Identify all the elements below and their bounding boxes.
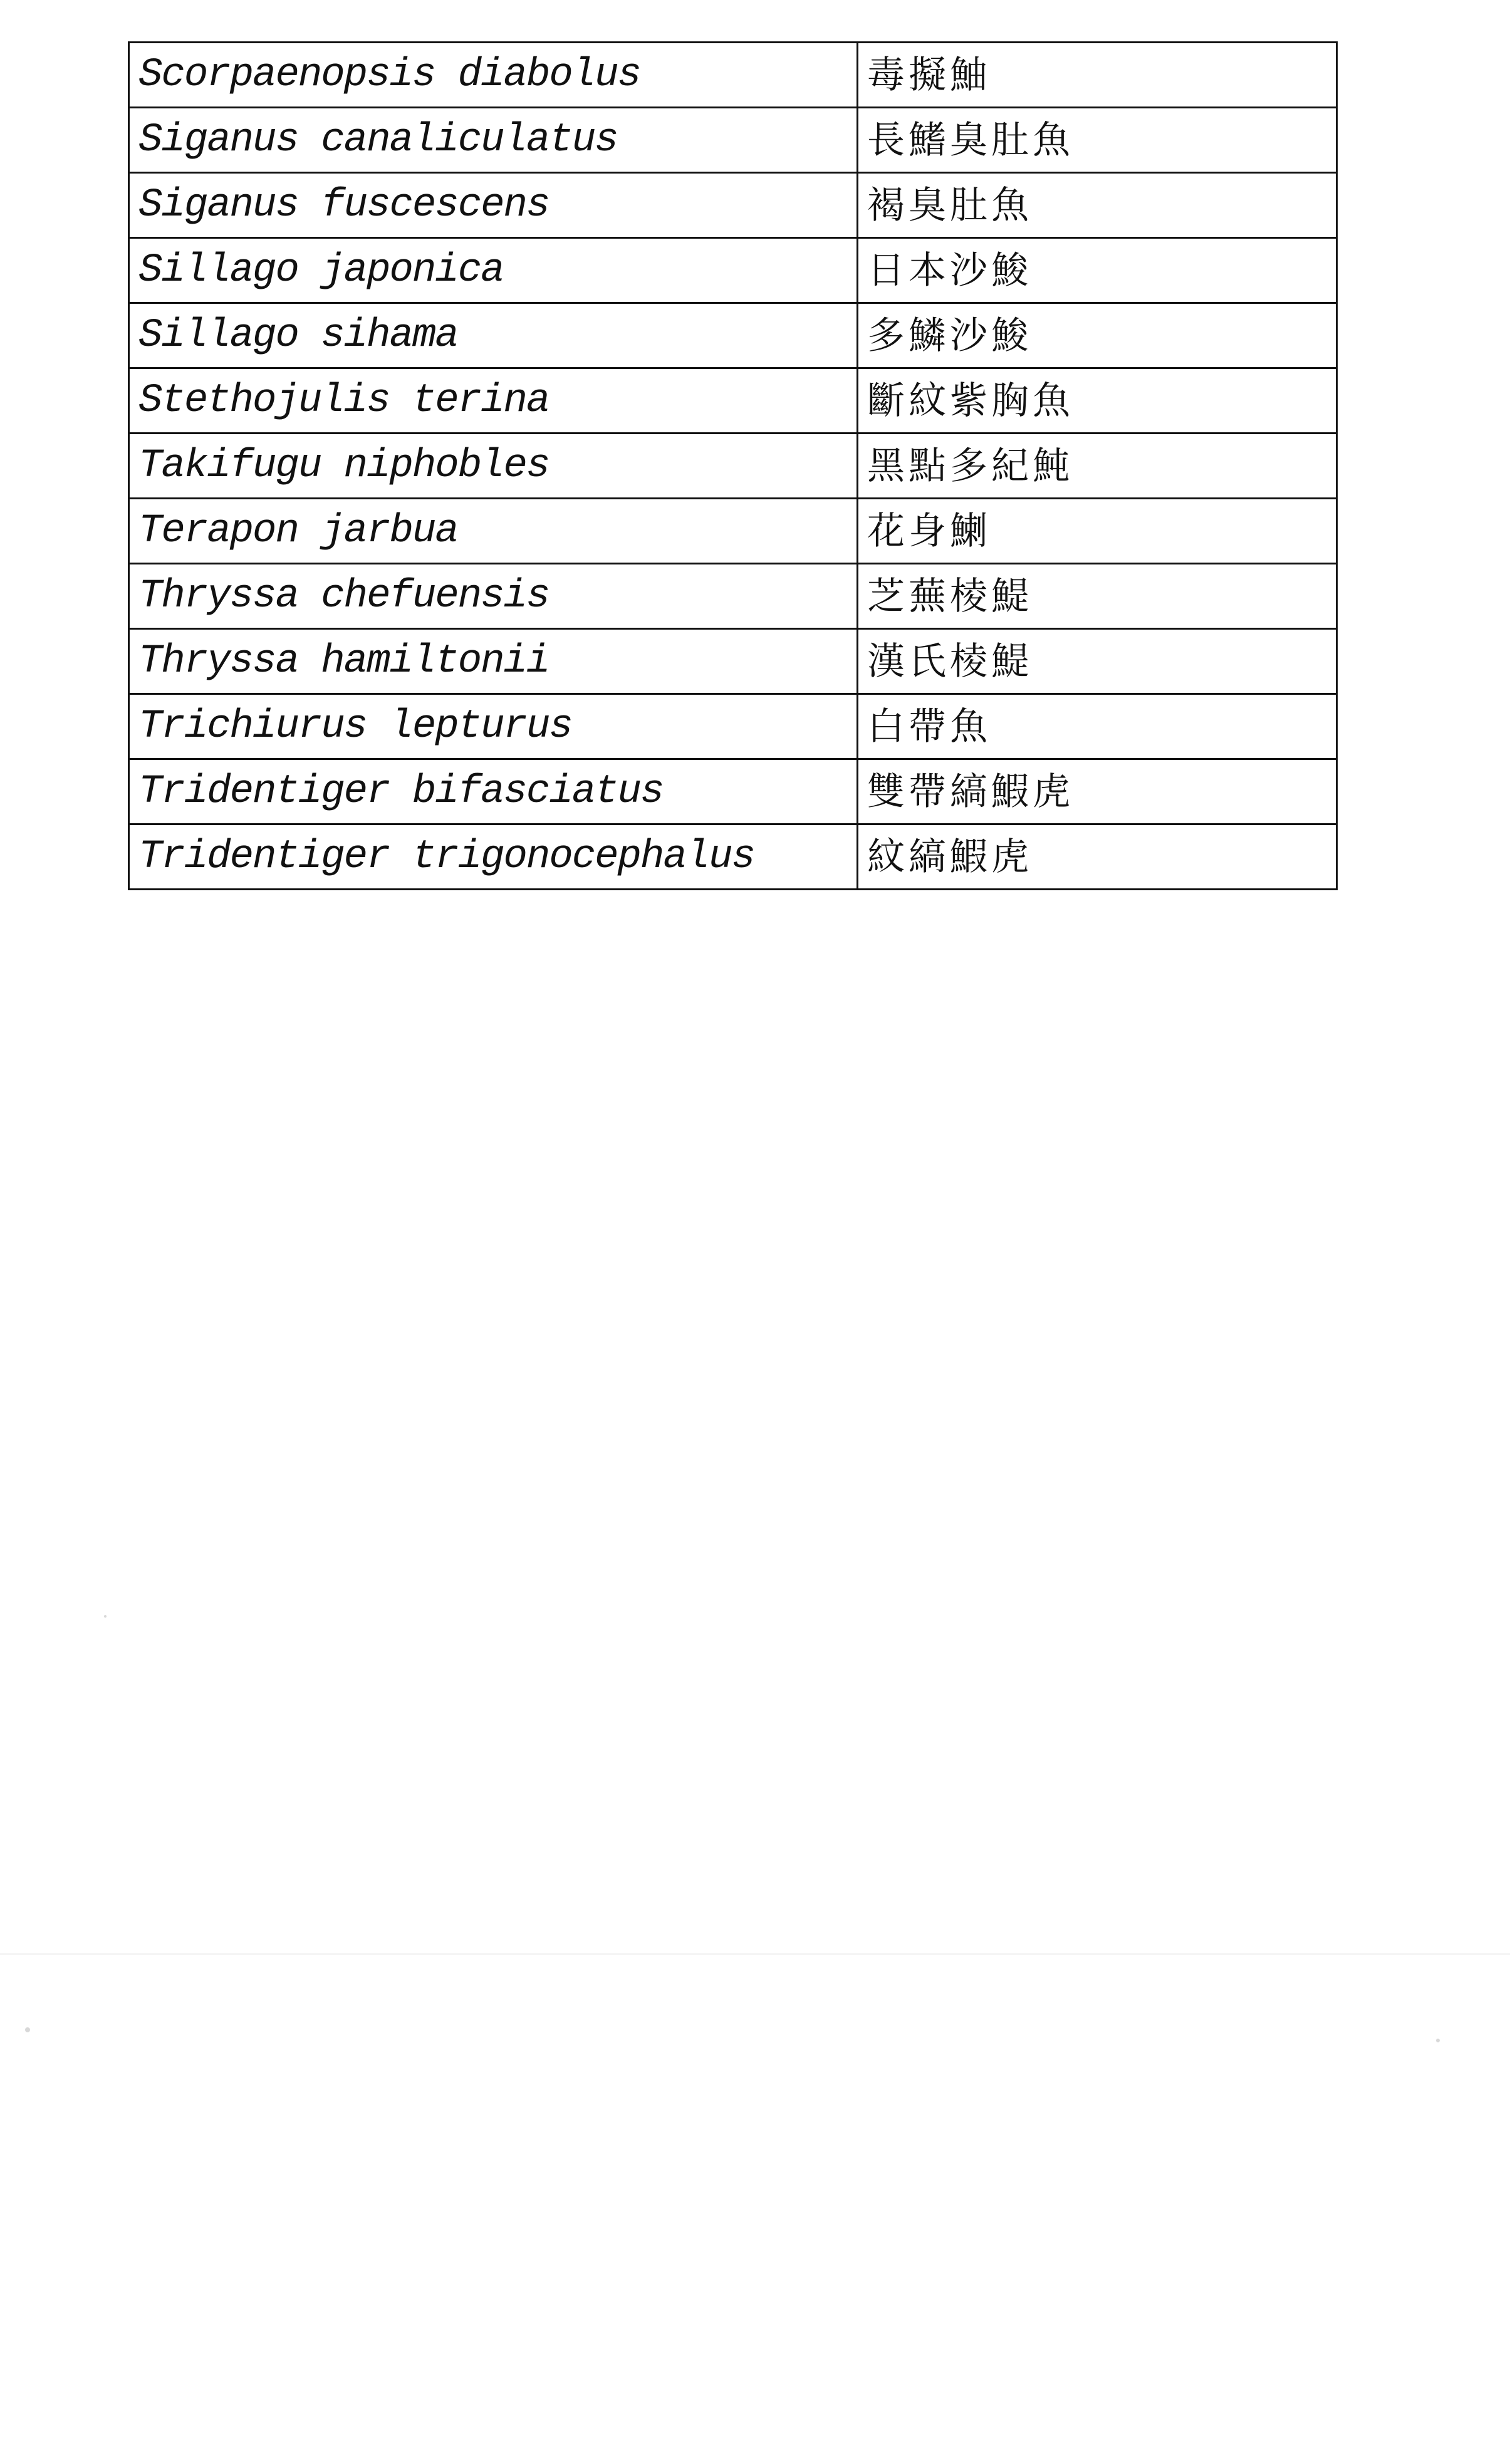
- chinese-name-cell: 毒擬鮋: [858, 43, 1337, 108]
- species-table: [128, 41, 1338, 890]
- table-row: [129, 824, 1337, 890]
- chinese-name-cell: 黑點多紀魨: [858, 434, 1337, 499]
- table-row: [129, 629, 1337, 694]
- chinese-name-cell: 白帶魚: [858, 694, 1337, 759]
- scan-artifact-dot: [104, 1615, 107, 1618]
- table-row: [129, 434, 1337, 499]
- scientific-name-cell: Tridentiger bifasciatus: [129, 759, 858, 824]
- chinese-name-cell: 日本沙鮻: [858, 238, 1337, 303]
- scientific-name-cell: Thryssa hamiltonii: [129, 629, 858, 694]
- table-row: [129, 499, 1337, 564]
- scientific-name-cell: Terapon jarbua: [129, 499, 858, 564]
- scientific-name-cell: Stethojulis terina: [129, 368, 858, 434]
- table-row: [129, 694, 1337, 759]
- table-row: [129, 303, 1337, 368]
- table-row: [129, 108, 1337, 173]
- scan-artifact-line: [0, 1953, 1510, 1955]
- scan-artifact-dot: [25, 2027, 30, 2032]
- chinese-name-cell: 紋縞鰕虎: [858, 824, 1337, 890]
- table-row: [129, 173, 1337, 238]
- scientific-name-cell: Sillago japonica: [129, 238, 858, 303]
- scientific-name-cell: Thryssa chefuensis: [129, 564, 858, 629]
- scientific-name-cell: Sillago sihama: [129, 303, 858, 368]
- scientific-name-cell: Siganus fuscescens: [129, 173, 858, 238]
- table-row: [129, 564, 1337, 629]
- chinese-name-cell: 芝蕪棱鯷: [858, 564, 1337, 629]
- scientific-name-cell: Tridentiger trigonocephalus: [129, 824, 858, 890]
- chinese-name-cell: 花身鯻: [858, 499, 1337, 564]
- chinese-name-cell: 褐臭肚魚: [858, 173, 1337, 238]
- chinese-name-cell: 漢氏棱鯷: [858, 629, 1337, 694]
- scan-artifact-dot: [1436, 2039, 1440, 2042]
- table-row: [129, 43, 1337, 108]
- table-row: [129, 759, 1337, 824]
- table-row: [129, 238, 1337, 303]
- chinese-name-cell: 雙帶縞鰕虎: [858, 759, 1337, 824]
- scientific-name-cell: Trichiurus lepturus: [129, 694, 858, 759]
- scientific-name-cell: Scorpaenopsis diabolus: [129, 43, 858, 108]
- chinese-name-cell: 長鰭臭肚魚: [858, 108, 1337, 173]
- scientific-name-cell: Takifugu niphobles: [129, 434, 858, 499]
- chinese-name-cell: 斷紋紫胸魚: [858, 368, 1337, 434]
- scientific-name-cell: Siganus canaliculatus: [129, 108, 858, 173]
- table-row: [129, 368, 1337, 434]
- chinese-name-cell: 多鱗沙鮻: [858, 303, 1337, 368]
